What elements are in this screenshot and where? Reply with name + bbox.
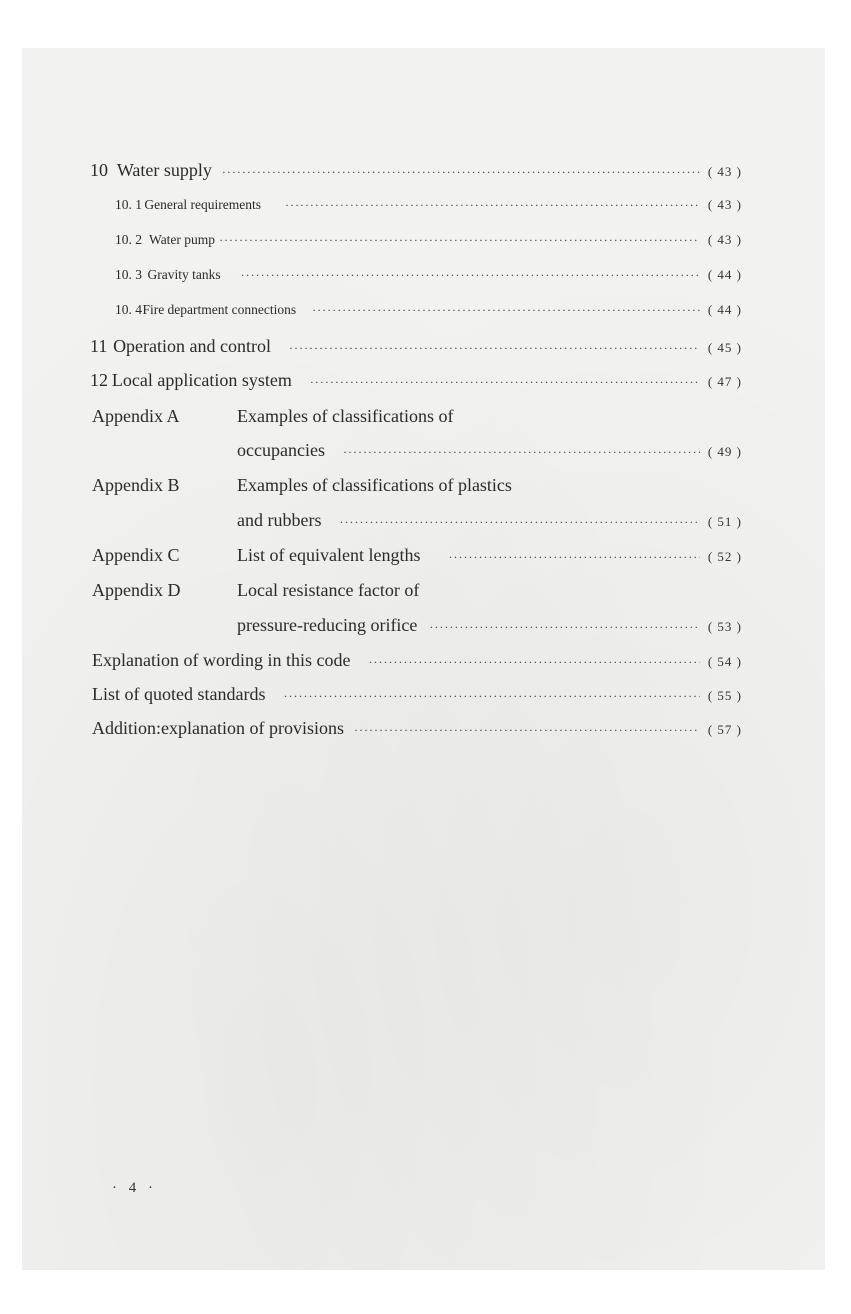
entry-page: ( 57 ) [707,722,742,737]
entry-page: ( 51 ) [707,514,742,529]
toc-entry-10[interactable] [90,160,742,184]
appendix-d-title-line1: Local resistance factor of [237,580,420,600]
entry-number: 10. 3 [115,267,142,282]
entry-number: 10. 1 [115,197,142,212]
entry-title: and rubbers [237,510,322,530]
toc-entry-quoted-standards[interactable] [92,684,742,708]
entry-title: Explanation of wording in this code [92,650,351,670]
entry-title: General requirements [144,197,261,212]
dot-leader [285,198,700,213]
toc-entry-wording[interactable] [92,650,742,674]
toc-entry-addition[interactable] [92,718,742,742]
dot-leader [312,303,700,318]
page-number: · 4 · [112,1180,157,1196]
entry-page: ( 54 ) [707,654,742,669]
entry-title: occupancies [237,440,325,460]
appendix-a-label: Appendix A [92,406,180,426]
entry-title: Local application system [111,370,292,390]
dot-leader [354,723,700,738]
entry-page: ( 44 ) [707,267,742,282]
entry-page: ( 43 ) [707,232,742,247]
appendix-c-label: Appendix C [92,545,180,565]
entry-page: ( 47 ) [707,374,742,389]
dot-leader [310,375,700,390]
dot-leader [289,341,700,356]
entry-page: ( 55 ) [707,688,742,703]
entry-page: ( 49 ) [707,444,742,459]
toc-entry-appendix-b[interactable] [237,510,742,534]
toc-entry-appendix-d[interactable] [237,615,742,639]
dot-leader [222,165,700,180]
entry-title: List of quoted standards [92,684,266,704]
dot-leader [368,655,699,670]
entry-title: Gravity tanks [147,267,221,282]
entry-title: Water pump [149,232,216,247]
dot-leader [339,515,699,530]
appendix-b-label: Appendix B [92,475,180,495]
dot-leader [241,268,700,283]
entry-number: 11 [90,336,108,356]
dot-leader [448,550,699,565]
dot-leader [429,620,699,635]
dot-leader [219,233,700,248]
dot-leader [343,445,700,460]
entry-title: Addition:explanation of provisions [92,718,344,738]
entry-page: ( 45 ) [707,340,742,355]
toc-entry-10-3[interactable] [115,267,742,291]
toc-entry-10-1[interactable] [115,197,742,221]
toc-entry-10-2[interactable] [115,232,742,256]
entry-page: ( 43 ) [707,164,742,179]
entry-title: List of equivalent lengths [237,545,421,565]
entry-page: ( 44 ) [707,302,742,317]
entry-number: 12 [90,370,108,390]
toc-entry-10-4[interactable] [115,302,742,326]
appendix-a-title-line1: Examples of classifications of [237,406,454,426]
entry-title: Operation and control [113,336,272,356]
entry-title: Fire department connections [142,302,297,317]
toc-entry-11[interactable] [90,336,742,360]
toc-entry-appendix-c[interactable] [237,545,742,569]
entry-page: ( 43 ) [707,197,742,212]
toc-entry-12[interactable] [90,370,742,394]
appendix-b-title-line1: Examples of classifications of plastics [237,475,512,495]
appendix-d-label: Appendix D [92,580,181,600]
toc-entry-appendix-a[interactable] [237,440,742,464]
entry-title: pressure-reducing orifice [237,615,418,635]
entry-number: 10. 2 [115,232,142,247]
dot-leader [283,689,699,704]
entry-number: 10 [90,160,108,180]
entry-title: Water supply [116,160,212,180]
entry-page: ( 53 ) [707,619,742,634]
entry-number: 10. 4 [115,302,142,317]
entry-page: ( 52 ) [707,549,742,564]
